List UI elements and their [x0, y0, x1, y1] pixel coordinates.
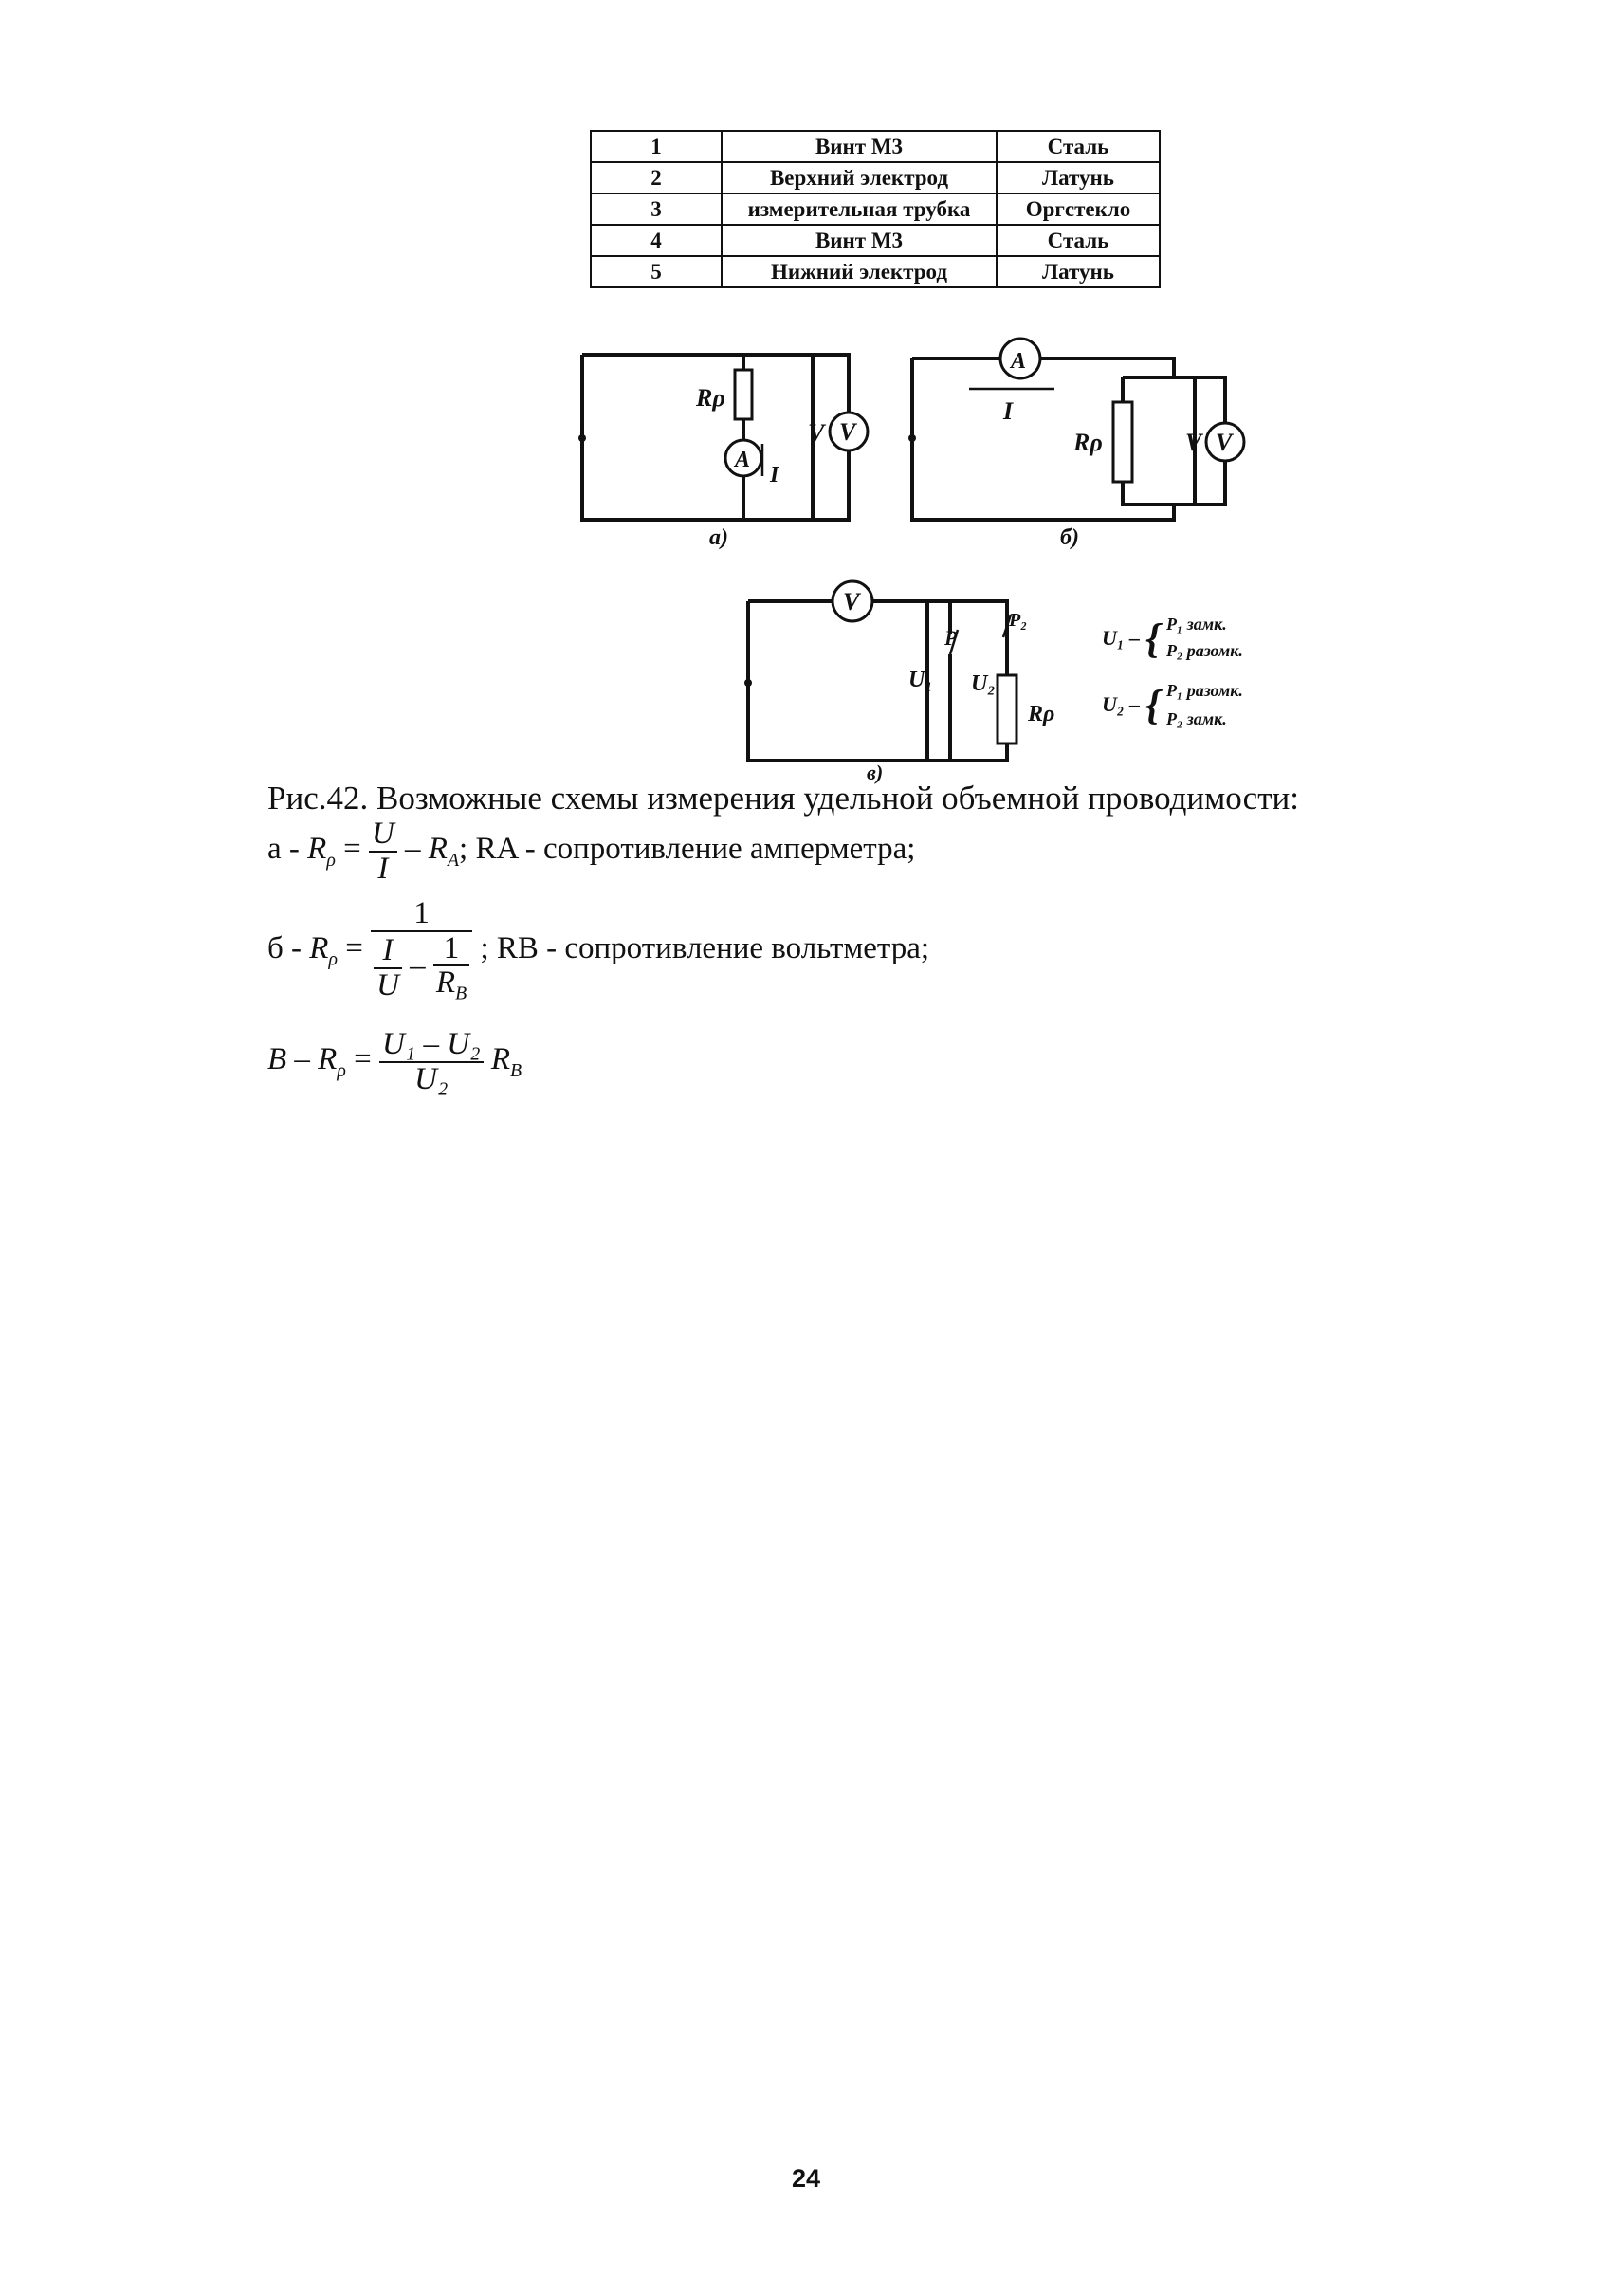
formula-a-lhs: R — [307, 832, 327, 867]
voltage-label-b: V — [1185, 429, 1202, 456]
formula-b-note: ; RB - сопротивление вольтметра; — [480, 930, 930, 965]
formula-a-den: I — [377, 851, 389, 886]
circuit-b-label: б) — [1060, 525, 1079, 550]
formula-c-den: U₂ — [414, 1061, 449, 1096]
formula-a-eq: = — [343, 832, 361, 867]
resistor-label-c: Rρ — [1028, 702, 1055, 726]
formula-c-eq: = — [354, 1042, 372, 1077]
formula-b-den-b-den: R — [435, 965, 456, 1001]
resistor-label-a: Rρ — [696, 384, 725, 412]
formula-c — [267, 1028, 522, 1095]
table-cell: Винт М3 — [722, 131, 997, 162]
formula-a-prefix: а - — [267, 832, 300, 867]
table-cell: Верхний электрод — [722, 162, 997, 193]
table-cell: 5 — [591, 256, 722, 287]
ammeter-symbol-a: A — [735, 448, 751, 472]
formula-b-den-a-num: I — [374, 934, 402, 969]
formula-c-lhs-sub: ρ — [337, 1059, 346, 1081]
formula-b-den-frac-b — [433, 932, 469, 1004]
u2-label: U₂ — [971, 671, 996, 696]
table-cell: Нижний электрод — [722, 256, 997, 287]
table-cell: Оргстекло — [997, 193, 1160, 225]
circuit-a-label: а) — [709, 525, 728, 550]
table-cell: Латунь — [997, 162, 1160, 193]
formula-a-num: U — [369, 817, 397, 853]
legend-u1: U₁ – — [1102, 626, 1141, 650]
formula-b-eq: = — [345, 930, 363, 965]
formula-b-lhs-sub: ρ — [328, 948, 338, 970]
legend-u2: U₂ – — [1102, 692, 1141, 716]
table-cell: Винт М3 — [722, 225, 997, 256]
formula-b-den-minus: – — [410, 948, 426, 983]
formula-c-num: U₁ – U₂ — [379, 1028, 484, 1063]
formula-b-num: 1 — [371, 897, 472, 932]
formula-c-tail: R — [490, 1042, 510, 1077]
formula-b-den — [371, 932, 472, 1004]
formula-b — [267, 897, 929, 1004]
current-label-b: I — [1003, 397, 1014, 425]
formula-b-fraction — [371, 897, 472, 1004]
switch1-label: P — [944, 626, 958, 650]
resistor-label-b: Rρ — [1073, 429, 1103, 456]
legend-u1-a: P₁ замк. — [1166, 615, 1227, 634]
formula-b-prefix: б - — [267, 930, 302, 965]
formula-a-note: ; RA - сопротивление амперметра; — [459, 832, 916, 867]
resistor-rp-c — [998, 675, 1017, 744]
voltage-label-a: V — [808, 419, 825, 447]
formula-b-den-frac-a — [374, 934, 402, 1001]
legend-brace-1: { — [1145, 615, 1161, 662]
circuit-c-label: в) — [867, 761, 884, 784]
voltmeter-symbol-b: V — [1216, 429, 1233, 456]
table-cell: 4 — [591, 225, 722, 256]
circuit-diagrams — [0, 0, 1612, 787]
resistor-rp-a — [735, 370, 752, 419]
formula-c-prefix: B – — [267, 1042, 310, 1077]
voltmeter-symbol-a: V — [839, 418, 856, 446]
current-label-a: I — [770, 463, 779, 487]
formula-b-den-b-sub: B — [455, 983, 467, 1004]
table-cell: 3 — [591, 193, 722, 225]
switch2-label: P₂ — [1009, 610, 1028, 631]
table-cell: Латунь — [997, 256, 1160, 287]
formula-b-den-b-num: 1 — [433, 932, 469, 967]
circuit-a — [578, 355, 868, 550]
formula-c-tail-sub: B — [510, 1059, 522, 1081]
formula-b-den-a-den: U — [376, 967, 399, 1002]
formula-c-lhs: R — [318, 1042, 338, 1077]
legend-u2-b: P₂ замк. — [1166, 709, 1227, 728]
voltmeter-symbol-c: V — [843, 588, 860, 615]
legend-brace-2: { — [1145, 682, 1161, 728]
circuit-b — [908, 339, 1244, 550]
formula-a-tail-sub: A — [447, 849, 460, 871]
ammeter-symbol-b: A — [1011, 349, 1027, 374]
legend-u2-a: P₁ разомк. — [1166, 681, 1243, 700]
table-cell: 2 — [591, 162, 722, 193]
formula-b-lhs: R — [309, 930, 329, 965]
formula-a-fraction — [369, 817, 397, 885]
table-cell: Сталь — [997, 131, 1160, 162]
formula-a-lhs-sub: ρ — [326, 849, 336, 871]
u1-label: U₁ — [908, 668, 933, 692]
formula-c-fraction — [379, 1028, 484, 1095]
resistor-rp-b — [1113, 402, 1132, 482]
table-cell: измерительная трубка — [722, 193, 997, 225]
legend-u1-b: P₂ разомк. — [1166, 641, 1243, 660]
circuit-c — [744, 581, 1243, 784]
page-number: 24 — [791, 2164, 821, 2193]
formula-a-tail: – R — [405, 832, 448, 867]
table-cell: Сталь — [997, 225, 1160, 256]
formula-a — [267, 817, 915, 885]
figure-caption: Рис.42. Возможные схемы измерения удельной объемной проводимости: — [267, 780, 1299, 817]
table-cell: 1 — [591, 131, 722, 162]
